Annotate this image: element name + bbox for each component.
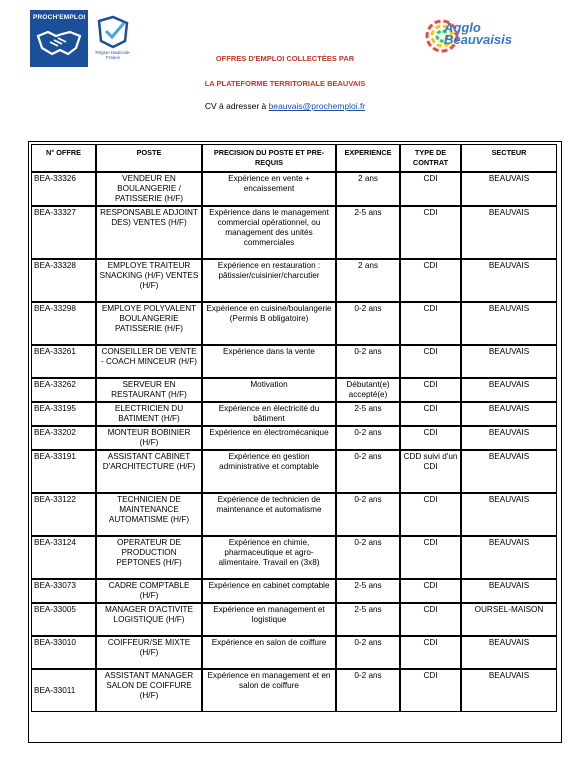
cell-precision: Expérience en cabinet comptable (202, 579, 336, 603)
cell-offer-number: BEA-33073 (31, 579, 96, 603)
table-row (31, 206, 557, 259)
table-row (31, 669, 557, 712)
table-row (31, 345, 557, 378)
cell-post: RESPONSABLE ADJOINT DES) VENTES (H/F) (96, 206, 202, 259)
cell-offer-number: BEA-33298 (31, 302, 96, 345)
cell-precision: Expérience en restauration : pâtissier/cuisinier/charcutier (202, 259, 336, 302)
cell-offer-number: BEA-33328 (31, 259, 96, 302)
cell-contract-type: CDI (400, 426, 461, 450)
table-row (31, 378, 557, 402)
table-row (31, 172, 557, 206)
cell-offer-number: BEA-33326 (31, 172, 96, 206)
cell-sector: BEAUVAIS (461, 426, 557, 450)
cell-experience: 2-5 ans (336, 206, 400, 259)
cell-precision: Expérience en management et logistique (202, 603, 336, 636)
cell-post: ASSISTANT CABINET D'ARCHITECTURE (H/F) (96, 450, 202, 493)
table-header-row (31, 144, 557, 172)
header-offer-number: N° OFFRE (31, 144, 96, 172)
cell-offer-number: BEA-33010 (31, 636, 96, 669)
cell-experience: 0-2 ans (336, 450, 400, 493)
header-sector: SECTEUR (461, 144, 557, 172)
cell-experience: 2-5 ans (336, 579, 400, 603)
cell-contract-type: CDI (400, 669, 461, 712)
cell-contract-type: CDI (400, 603, 461, 636)
cell-sector: BEAUVAIS (461, 493, 557, 536)
cell-precision: Expérience en management et en salon de coiffure (202, 669, 336, 712)
cv-line (0, 101, 570, 111)
cell-post: CADRE COMPTABLE (H/F) (96, 579, 202, 603)
cell-experience: 2-5 ans (336, 402, 400, 426)
cell-offer-number: BEA-33261 (31, 345, 96, 378)
cell-precision: Expérience en gestion administrative et comptable (202, 450, 336, 493)
cell-experience: 0-2 ans (336, 302, 400, 345)
cell-contract-type: CDI (400, 172, 461, 206)
header-post: POSTE (96, 144, 202, 172)
cell-contract-type: CDI (400, 345, 461, 378)
cell-offer-number: BEA-33195 (31, 402, 96, 426)
cell-contract-type: CDI (400, 536, 461, 579)
table-row (31, 302, 557, 345)
cell-contract-type: CDI (400, 206, 461, 259)
cell-offer-number: BEA-33005 (31, 603, 96, 636)
cell-sector: BEAUVAIS (461, 579, 557, 603)
table-row (31, 603, 557, 636)
table-row (31, 450, 557, 493)
cell-contract-type: CDI (400, 378, 461, 402)
cell-experience: 2 ans (336, 172, 400, 206)
cell-offer-number: BEA-33122 (31, 493, 96, 536)
table-row (31, 636, 557, 669)
cell-offer-number: BEA-33262 (31, 378, 96, 402)
cell-post: EMPLOYE POLYVALENT BOULANGERIE PATISSERIE (H/F) (96, 302, 202, 345)
table-row (31, 426, 557, 450)
cell-experience: 2 ans (336, 259, 400, 302)
hauts-de-france-icon (95, 15, 131, 49)
cell-contract-type: CDI (400, 636, 461, 669)
cell-post: CONSEILLER DE VENTE - COACH MINCEUR (H/F) (96, 345, 202, 378)
cell-precision: Expérience en électricité du bâtiment (202, 402, 336, 426)
cell-post: MANAGER D'ACTIVITE LOGISTIQUE (H/F) (96, 603, 202, 636)
cell-post: SERVEUR EN RESTAURANT (H/F) (96, 378, 202, 402)
cv-prefix: CV à adresser à (204, 101, 269, 111)
cell-post: ASSISTANT MANAGER SALON DE COIFFURE (H/F) (96, 669, 202, 712)
cell-precision: Expérience de technicien de maintenance et automatisme (202, 493, 336, 536)
cell-precision: Expérience en cuisine/boulangerie (Permis B obligatoire) (202, 302, 336, 345)
header-experience: EXPERIENCE (336, 144, 400, 172)
cell-post: ELECTRICIEN DU BATIMENT (H/F) (96, 402, 202, 426)
agglo-line1: Agglo (444, 20, 481, 35)
cell-sector: BEAUVAIS (461, 378, 557, 402)
cell-sector: BEAUVAIS (461, 259, 557, 302)
cell-experience: 0-2 ans (336, 345, 400, 378)
cell-sector: BEAUVAIS (461, 302, 557, 345)
cell-experience: 2-5 ans (336, 603, 400, 636)
cell-post: EMPLOYE TRAITEUR SNACKING (H/F) VENTES (H/F) (96, 259, 202, 302)
cell-offer-number: BEA-33124 (31, 536, 96, 579)
cell-sector: BEAUVAIS (461, 636, 557, 669)
cell-experience: 0-2 ans (336, 493, 400, 536)
table-row (31, 259, 557, 302)
table-row (31, 579, 557, 603)
cell-precision: Expérience en chimie, pharmaceutique et agro-alimentaire. Travail en (3x8) (202, 536, 336, 579)
cell-sector: BEAUVAIS (461, 669, 557, 712)
cell-experience: 0-2 ans (336, 636, 400, 669)
region-text: Région Hauts-de-France (95, 50, 131, 60)
cv-email-link[interactable]: beauvais@prochemploi.fr (268, 101, 366, 111)
cell-contract-type: CDI (400, 493, 461, 536)
cell-precision: Expérience en vente + encaissement (202, 172, 336, 206)
cell-offer-number: BEA-33011 (31, 669, 96, 712)
cell-sector: BEAUVAIS (461, 206, 557, 259)
cell-sector: BEAUVAIS (461, 450, 557, 493)
cell-post: MONTEUR BOBINIER (H/F) (96, 426, 202, 450)
cell-sector: BEAUVAIS (461, 172, 557, 206)
cell-contract-type: CDI (400, 402, 461, 426)
cell-contract-type: CDI (400, 259, 461, 302)
cell-experience: 0-2 ans (336, 669, 400, 712)
cell-experience: Débutant(e) accepté(e) (336, 378, 400, 402)
cell-contract-type: CDI (400, 579, 461, 603)
cell-post: COIFFEUR/SE MIXTE (H/F) (96, 636, 202, 669)
cell-offer-number: BEA-33191 (31, 450, 96, 493)
header-contract-type: TYPE DE CONTRAT (400, 144, 461, 172)
cell-experience: 0-2 ans (336, 536, 400, 579)
cell-experience: 0-2 ans (336, 426, 400, 450)
cell-precision: Motivation (202, 378, 336, 402)
table-row (31, 536, 557, 579)
table-row (31, 493, 557, 536)
cell-post: VENDEUR EN BOULANGERIE / PATISSERIE (H/F) (96, 172, 202, 206)
cell-contract-type: CDD suivi d'un CDI (400, 450, 461, 493)
table-row (31, 402, 557, 426)
agglo-line2: Beauvaisis (444, 32, 512, 47)
job-offers-table (31, 144, 557, 712)
cell-offer-number: BEA-33202 (31, 426, 96, 450)
cell-sector: OURSEL-MAISON (461, 603, 557, 636)
cell-precision: Expérience en salon de coiffure (202, 636, 336, 669)
prochemploi-logo-text: PROCH'EMPLOI (33, 14, 86, 21)
cell-post: TECHNICIEN DE MAINTENANCE AUTOMATISME (H/F) (96, 493, 202, 536)
cell-sector: BEAUVAIS (461, 536, 557, 579)
title-line1: OFFRES D'EMPLOI COLLECTÉES PAR (215, 54, 355, 63)
cell-precision: Expérience en électromécanique (202, 426, 336, 450)
cell-contract-type: CDI (400, 302, 461, 345)
cell-precision: Expérience dans le management commercial opérationnel, ou management des unités commerciales (202, 206, 336, 259)
cell-offer-number: BEA-33327 (31, 206, 96, 259)
title-line2: LA PLATEFORME TERRITORIALE BEAUVAIS (204, 79, 366, 88)
cell-sector: BEAUVAIS (461, 402, 557, 426)
cell-post: OPERATEUR DE PRODUCTION PEPTONES (H/F) (96, 536, 202, 579)
cell-sector: BEAUVAIS (461, 345, 557, 378)
cell-precision: Expérience dans la vente (202, 345, 336, 378)
header-precision: PRECISION DU POSTE ET PRE-REQUIS (202, 144, 336, 172)
